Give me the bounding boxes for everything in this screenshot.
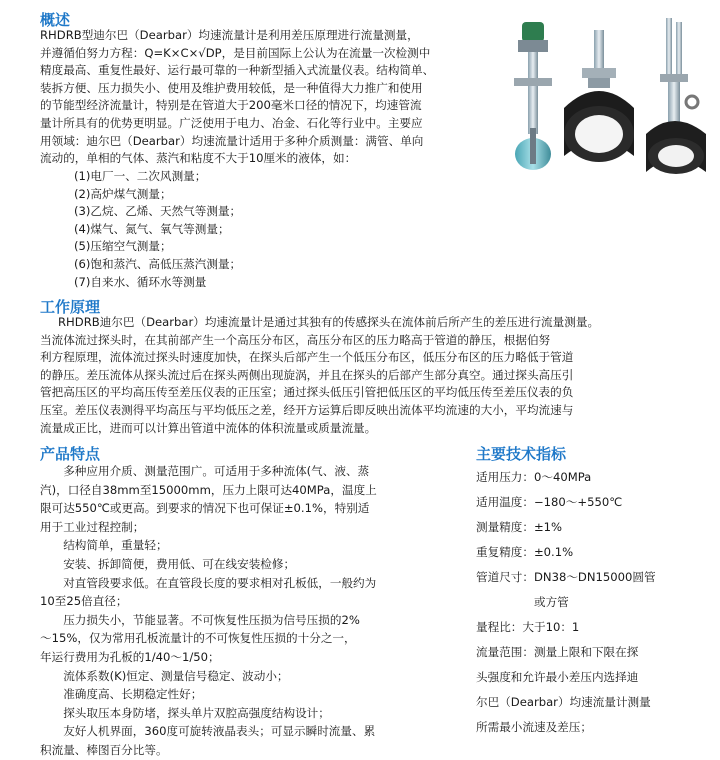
- features-heading: 产品特点: [40, 445, 101, 463]
- spec-flow-range-cont: 所需最小流速及差压；: [476, 720, 592, 734]
- features-line: 结构简单，重量轻；: [40, 538, 168, 553]
- flowmeter-photo-2: [564, 30, 634, 162]
- principle-line: 管把高压区的平均高压传至差压仪表的正压室；通过探头低压引管把低压区的平均低压传至差压仪表的负: [40, 385, 574, 400]
- overview-paragraph: [40, 27, 515, 168]
- principle-heading: 工作原理: [40, 298, 101, 316]
- features-line: ～15%，仅为常用孔板流量计的不可恢复性压损的十分之一，: [40, 631, 356, 646]
- spec-flow-range: 流量范围：测量上限和下限在探: [476, 645, 639, 659]
- features-line: 友好人机界面，360度可旋转液晶表头；可显示瞬时流量、累: [40, 724, 376, 739]
- list-item: (7)自来水、循环水等测量: [74, 274, 207, 289]
- principle-line: 流量成正比，进而可以计算出管道中流体的体积流量或质量流量。: [40, 420, 377, 435]
- spec-temperature: 适用温度：−180～+550℃: [476, 495, 623, 509]
- list-item: (3)乙烷、乙烯、天然气等测量；: [74, 204, 242, 219]
- features-line: 限可达550℃或更高。到要求的情况下也可保证±0.1%，特别适: [40, 501, 370, 516]
- features-line: 准确度高、长期稳定性好；: [40, 687, 203, 702]
- spec-repeatability: 重复精度：±0.1%: [476, 545, 574, 559]
- list-item: (4)煤气、氮气、氧气等测量；: [74, 221, 230, 236]
- features-line: 汽)，口径自38mm至15000mm，压力上限可达40MPa，温度上: [40, 482, 377, 497]
- features-line: 积流量、棒图百分比等。: [40, 742, 168, 757]
- features-line: 流体系数(K)恒定、测量信号稳定、波动小；: [40, 668, 289, 683]
- features-line: 探头取压本身防堵，探头单片双腔高强度结构设计；: [40, 705, 330, 720]
- spec-pipe-size-cont: 或方管: [476, 595, 569, 609]
- features-paragraph: [40, 462, 445, 760]
- specs-heading: 主要技术指标: [476, 445, 567, 463]
- overview-line: 精度最高、重复性最好、运行最可靠的一种新型插入式流量仪表。结构简单、: [40, 63, 435, 78]
- overview-line: 流动的，单相的气体、蒸汽和粘度不大于10厘米的液体，如：: [40, 151, 357, 166]
- product-photos: [506, 16, 716, 176]
- list-item: (1)电厂一、二次风测量；: [74, 169, 207, 183]
- principle-line: 的静压。差压流体从探头流过后在探头两侧出现旋涡，并且在探头的后部产生部分真空。通过探头高压引: [40, 367, 574, 382]
- features-line: 对直管段要求低。在直管段长度的要求相对孔板低，一般约为: [40, 575, 377, 590]
- list-item: (6)饱和蒸汽、高低压蒸汽测量；: [74, 256, 242, 271]
- principle-line: 当流体流过探头时，在其前部产生一个高压分布区，高压分布区的压力略高于管道的静压，根据伯努: [40, 332, 551, 347]
- features-line: 年运行费用为孔板的1/40～1/50；: [40, 649, 220, 664]
- features-line: 压力损失小，节能显著。不可恢复性压损为信号压损的2%: [40, 612, 360, 627]
- spec-flow-range-cont: 头强度和允许最小差压内选择迪: [476, 670, 639, 684]
- overview-heading: 概述: [40, 11, 71, 29]
- specs-list: [476, 465, 716, 740]
- spec-turndown: 量程比：大于10：1: [476, 620, 580, 634]
- overview-line: 用领域：迪尔巴（Dearbar）均速流量计适用于多种介质测量：满管、单向: [40, 133, 424, 148]
- application-list: [74, 168, 241, 291]
- principle-paragraph: [40, 314, 716, 437]
- features-line: 安装、拆卸简便，费用低、可在线安装检修；: [40, 556, 296, 571]
- features-line: 10至25倍直径；: [40, 594, 128, 609]
- features-line: 多种应用介质、测量范围广。可适用于多种流体(气、液、蒸: [40, 464, 370, 478]
- features-line: 用于工业过程控制；: [40, 519, 145, 534]
- spec-pressure: 适用压力：0～40MPa: [476, 470, 592, 484]
- principle-line: 压室。差压仪表测得平均高压与平均低压之差，经开方运算后即反映出流体平均流速的大小，平均流速与: [40, 402, 574, 417]
- list-item: (5)压缩空气测量；: [74, 239, 172, 254]
- overview-line: 的节能型经济流量计，特别是在管道大于200毫米口径的情况下，均速管流: [40, 98, 422, 113]
- overview-line: 量计所具有的优势更明显。广泛使用于电力、冶金、石化等行业中。主要应: [40, 115, 423, 130]
- spec-flow-range-cont: 尔巴（Dearbar）均速流量计测量: [476, 695, 651, 709]
- overview-line: 并遵循伯努力方程：Q=K×C×√DP，是目前国际上公认为在流量一次检测中: [40, 45, 431, 60]
- spec-accuracy: 测量精度：±1%: [476, 520, 563, 534]
- list-item: (2)高炉煤气测量；: [74, 186, 172, 201]
- principle-line: 利方程原理，流体流过探头时速度加快，在探头后部产生一个低压分布区，低压分布区的压力略低于管道: [40, 350, 574, 365]
- overview-line: RHDRB型迪尔巴（Dearbar）均速流量计是利用差压原理进行流量测量，: [40, 28, 419, 42]
- flowmeter-photo-3: [646, 18, 706, 174]
- flowmeter-photo-1: [514, 22, 552, 170]
- overview-line: 装拆方便、压力损失小、使用及维护费用较低，是一种值得大力推广和使用: [40, 80, 423, 95]
- spec-pipe-size: 管道尺寸：DN38～DN15000圆管: [476, 570, 656, 584]
- principle-line: RHDRB迪尔巴（Dearbar）均速流量计是通过其独有的传感探头在流体前后所产生的差压进行流量测量。: [58, 315, 600, 329]
